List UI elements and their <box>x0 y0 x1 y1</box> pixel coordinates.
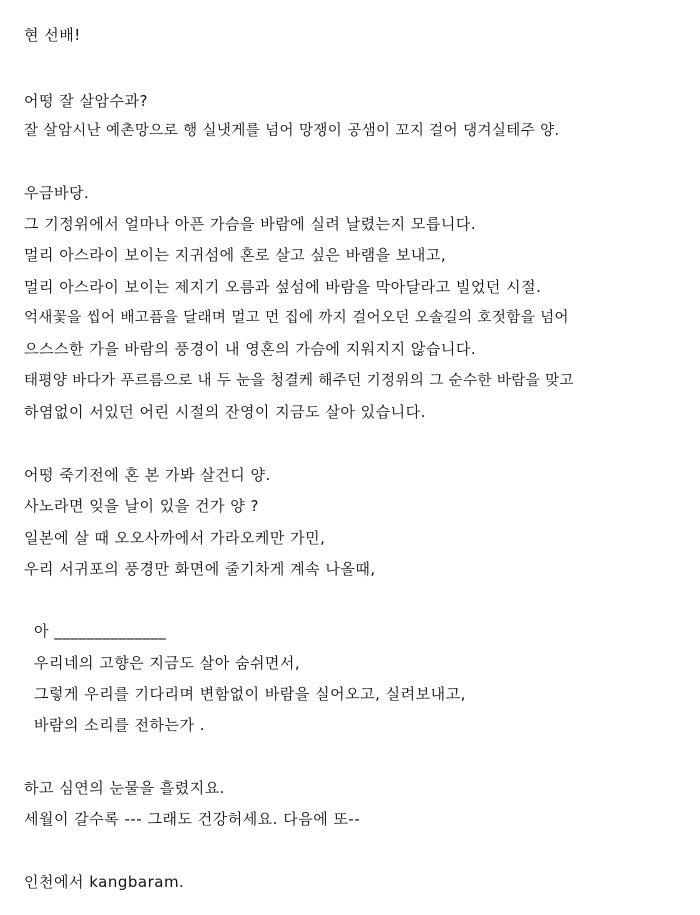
signature-line: 인천에서 kangbaram. <box>24 873 185 891</box>
letter-line: 그 기정위에서 얼마나 아픈 가슴을 바람에 실려 날렸는지 모릅니다. <box>24 215 477 233</box>
letter-line: 어떵 잘 살암수과? <box>24 92 148 110</box>
letter-line: 아 ______________ <box>34 622 167 640</box>
letter-line: 세월이 갈수록 --- 그래도 건강허세요. 다음에 또-- <box>24 810 361 828</box>
letter-line: 멀리 아스라이 보이는 지귀섬에 혼로 살고 싶은 바램을 보내고, <box>24 246 447 264</box>
letter-line: 우리네의 고향은 지금도 살아 숨쉬면서, <box>34 654 301 672</box>
letter-line: 하염없이 서있던 어린 시절의 잔영이 지금도 살아 있습니다. <box>24 403 426 421</box>
letter-line: 잘 살암시난 예촌망으로 행 실냇게를 넘어 망쟁이 공샘이 꼬지 걸어 댕겨실테주 양. <box>24 123 560 139</box>
letter-line: 바람의 소리를 전하는가 . <box>34 716 205 734</box>
letter-line: 멀리 아스라이 보이는 제지기 오름과 섶섬에 바람을 막아달라고 빌었던 시절. <box>24 278 542 296</box>
letter-line: 우리 서귀포의 풍경만 화면에 줄기차게 계속 나올때, <box>24 560 376 578</box>
letter-line: 일본에 살 때 오오사까에서 가라오케만 가민, <box>24 529 326 547</box>
letter-line: 어떵 죽기전에 혼 본 가봐 살건디 양. <box>24 466 271 484</box>
greeting: 현 선배! <box>24 26 81 44</box>
letter-line: 그렇게 우리를 기다리며 변함없이 바람을 실어오고, 실려보내고, <box>34 685 466 703</box>
letter-line: 하고 심연의 눈물을 흘렸지요. <box>24 779 225 797</box>
letter-line: 으스스한 가을 바람의 풍경이 내 영혼의 가슴에 지워지지 않습니다. <box>24 340 477 358</box>
letter-line: 사노라면 잊을 날이 있을 건가 양 ? <box>24 497 259 515</box>
letter-line: 태평양 바다가 푸르름으로 내 두 눈을 청결케 해주던 기정위의 그 순수한 바람을 맞고 <box>24 373 574 389</box>
letter-line: 억새꽃을 씹어 배고픔을 달래며 멀고 먼 집에 까지 걸어오던 오솔길의 호젓함을 넘어 <box>24 310 569 326</box>
letter-line: 우금바당. <box>24 184 90 202</box>
